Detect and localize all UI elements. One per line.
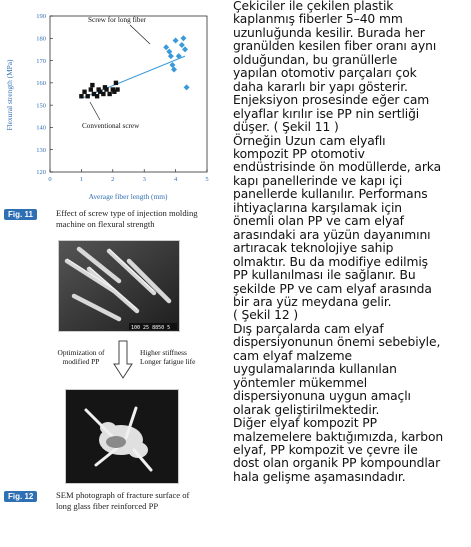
long-fiber-point xyxy=(173,38,179,44)
long-fiber-point xyxy=(182,46,188,52)
flexural-strength-chart xyxy=(0,0,225,205)
conventional-point xyxy=(90,83,94,87)
conventional-point xyxy=(115,87,119,91)
figure-12-caption: SEM photograph of fracture surface of long glass fiber reinforced PP xyxy=(56,490,190,511)
sem-photo-bottom xyxy=(65,389,179,484)
conventional-point xyxy=(82,90,86,94)
y-tick-label: 160 xyxy=(36,80,46,88)
figure-11-caption: Effect of screw type of injection molding machine on flexural strength xyxy=(56,208,198,229)
x-axis-label: Average fiber length (mm) xyxy=(88,192,168,201)
y-axis-label: Flexural strength (MPa) xyxy=(5,59,14,131)
x-tick-label: 0 xyxy=(48,176,52,183)
y-tick-label: 190 xyxy=(36,13,46,21)
body-text: Çekiciler ile çekilen plastik kaplanmış fiberler 5–40 mm uzunluğunda kesilir. Burada her granülden kesilen fiber oranı aynı olduğundan, bu granüllerle yapılan otomotiv parçaları çok daha kararlı bir yapı gösterir. Enjeksiyon prosesinde eğer cam elyaflar kırılır ise PP nin sertliği düşer. ( Şekil 11 ) Örneğin Uzun cam elyaflı kompozit PP otomotiv endüstrisinde ön modüllerde, arka kapı panellerinde ve kapı içi panellerde kullanılır. Performans ihtiyaçlarına karşılamak için önemli olan PP ve cam elyaf arasındaki ara yüzün dayanımını artıracak teknolojiye sahip olmaktır. Bu da modifiye edilmiş PP kullanılması ile sağlanır. Bu şekilde PP ve cam elyaf arasında bir ara yüz meydana gelir. ( Şekil 12 ) Dış parçalarda cam elyaf dispersiyonunun önemi sebebiyle, cam elyaf malzeme uygulamalarında kullanılan yöntemler mükemmel dispersiyonuna uygun amaçlı olarak geliştirilmektedir. Diğer elyaf kompozit PP malzemelere baktığımızda, karbon elyaf, PP kompozit ve çevre ile dost olan organik PP kompoundlar hala gelişme aşamasındadır. xyxy=(233,0,444,484)
conventional-point xyxy=(85,94,89,98)
y-tick-label: 130 xyxy=(36,146,46,154)
down-arrow-icon xyxy=(113,340,133,384)
fig12-left-note: Optimization of modified PP xyxy=(57,348,105,366)
conventional-point xyxy=(104,87,108,91)
annotation-conventional: Conventional screw xyxy=(82,122,140,130)
long-fiber-point xyxy=(180,35,186,41)
trend-line xyxy=(81,56,185,98)
annotation-long-fiber: Screw for long fiber xyxy=(88,16,147,24)
body-text-column xyxy=(233,0,471,547)
y-tick-label: 180 xyxy=(36,35,46,43)
long-fiber-point xyxy=(184,84,190,90)
figure-11-label: Fig. 11 xyxy=(4,209,37,220)
conventional-point xyxy=(107,92,111,96)
x-tick-label: 5 xyxy=(205,176,209,183)
figure-12-label: Fig. 12 xyxy=(4,491,37,502)
y-tick-label: 140 xyxy=(36,124,46,132)
x-tick-label: 2 xyxy=(111,176,115,183)
fig12-right-note: Higher stiffness Longer fatigue life xyxy=(140,348,196,366)
conventional-point xyxy=(95,94,99,98)
conventional-point xyxy=(89,87,93,91)
sem-scale-text: 100 25 8850 5 xyxy=(131,325,171,331)
y-tick-label: 150 xyxy=(36,102,46,110)
long-fiber-point xyxy=(163,44,169,50)
x-tick-label: 1 xyxy=(79,176,84,183)
conventional-point xyxy=(114,81,118,85)
left-column xyxy=(0,0,225,547)
long-fiber-point xyxy=(179,42,185,48)
y-tick-label: 120 xyxy=(36,169,46,177)
sem-photo-top xyxy=(58,240,180,332)
x-tick-label: 3 xyxy=(142,176,146,183)
y-tick-label: 170 xyxy=(36,57,46,65)
x-tick-label: 4 xyxy=(173,176,178,183)
annotation-conventional-leader xyxy=(90,102,100,120)
conventional-point xyxy=(101,92,105,96)
annotation-long-fiber-leader xyxy=(130,25,150,44)
conventional-point xyxy=(79,94,83,98)
